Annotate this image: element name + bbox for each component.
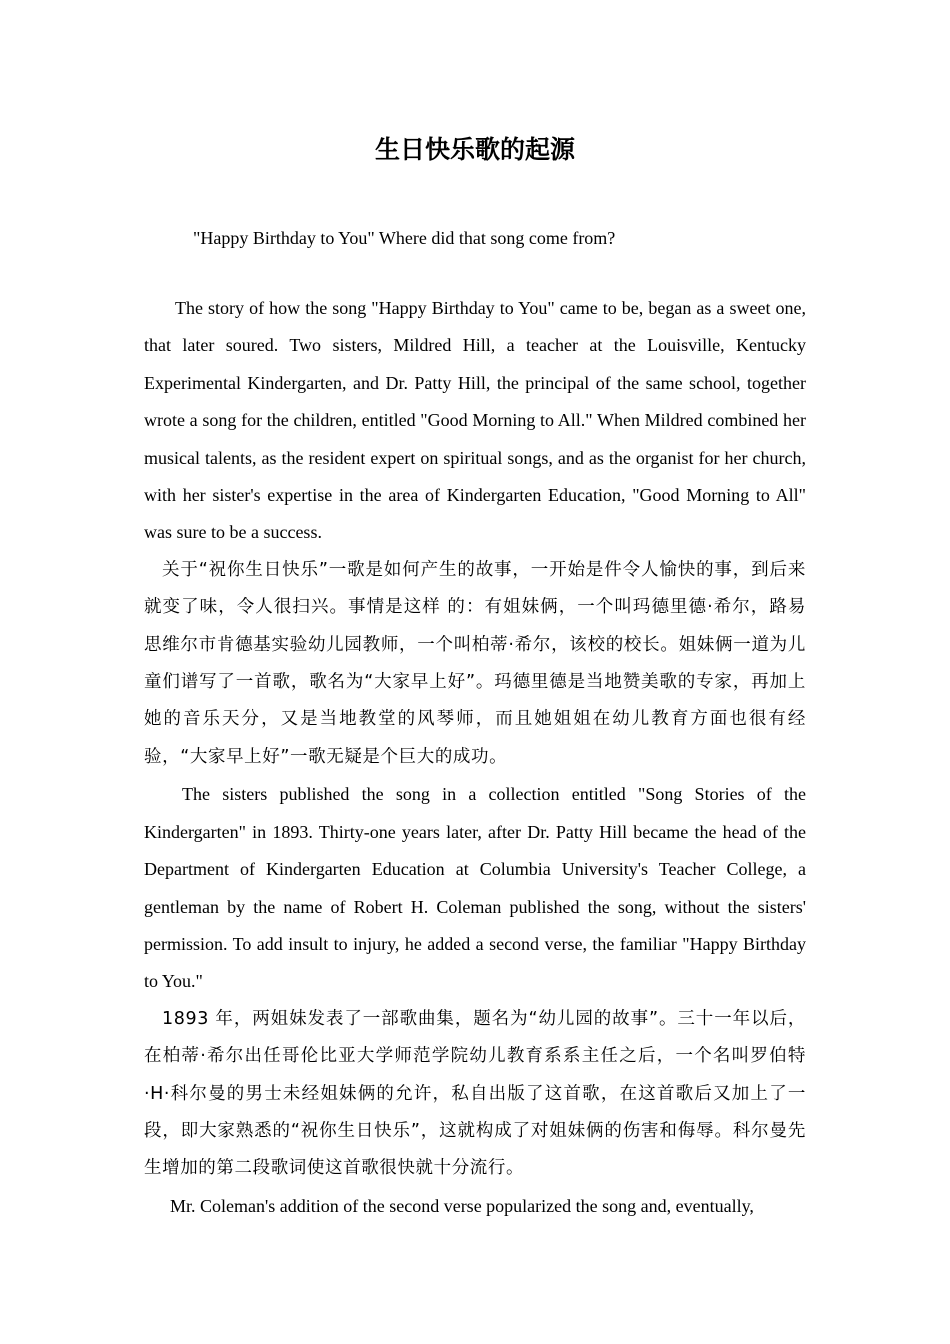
paragraph-chinese-2: 1893 年，两姐妹发表了一部歌曲集，题名为“幼儿园的故事”。三十一年以后，在柏蒂·希尔出任哥伦比亚大学师范学院幼儿教育系系主任之后，一个名叫罗伯特·H·科尔曼的男士未经姐妹俩的允许，私自出版了这首歌，在这首歌后又加上了一段，即大家熟悉的“祝你生日快乐”，这就构成了对姐妹俩的伤害和侮辱。科尔曼先生增加的第二段歌词使这首歌很快就十分流行。 <box>144 1008 806 1179</box>
document-title: 生日快乐歌的起源 <box>374 135 575 164</box>
document-body <box>144 290 806 1225</box>
paragraph-english-3: Mr. Coleman's addition of the second verse popularized the song and, eventually, <box>170 1195 754 1216</box>
paragraph-chinese-1: 关于“祝你生日快乐”一歌是如何产生的故事，一开始是件令人愉快的事，到后来就变了味，令人很扫兴。事情是这样 的：有姐妹俩，一个叫玛德里德·希尔，路易思维尔市肯德基实验幼儿园教师，一个叫柏蒂·希尔，该校的校长。姐妹俩一道为儿童们谱写了一首歌，歌名为“大家早上好”。玛德里德是当地赞美歌的专家，再加上她的音乐天分，又是当地教堂的风琴师，而且她姐姐在幼儿教育方面也很有经验，“大家早上好”一歌无疑是个巨大的成功。 <box>144 559 806 767</box>
document-subtitle: "Happy Birthday to You" Where did that song come from? <box>193 228 616 248</box>
paragraph-english-2: The sisters published the song in a collection entitled "Song Stories of the Kindergarten" in 1893. Thirty-one years later, after Dr. Patty Hill became the head of the Department of Kindergarten Education at Columbia University's Teacher College, a gentleman by the name of Robert H. Coleman published the song, without the sisters' permission. To add insult to injury, he added a second verse, the familiar "Happy Birthday to You." <box>144 784 806 992</box>
paragraph-english-1: The story of how the song "Happy Birthday to You" came to be, began as a sweet one, that later soured. Two sisters, Mildred Hill, a teacher at the Louisville, Kentucky Experimental Kindergarten, and Dr. Patty Hill, the principal of the same school, together wrote a song for the children, entitled "Good Morning to All." When Mildred combined her musical talents, as the resident expert on spiritual songs, and as the organist for her church, with her sister's expertise in the area of Kindergarten Education, "Good Morning to All" was sure to be a success. <box>144 298 806 543</box>
